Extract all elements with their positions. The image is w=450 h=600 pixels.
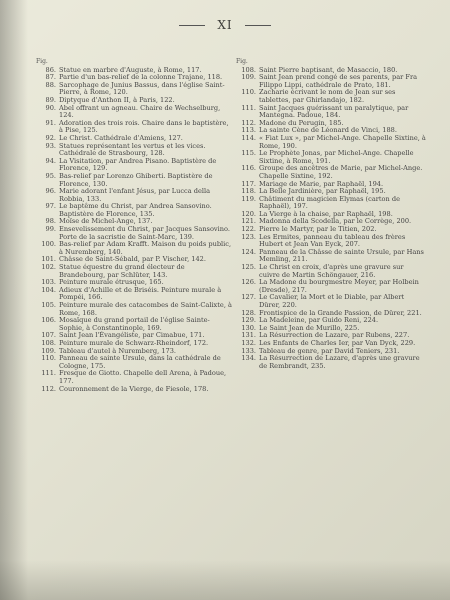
figure-number: 106. xyxy=(41,316,56,325)
figure-caption: Statue en marbre d'Auguste, à Rome, 117. xyxy=(59,65,202,74)
figure-caption: La Belle Jardinière, par Raphaël, 195. xyxy=(259,187,386,196)
list-item xyxy=(36,370,232,385)
figure-number: 86. xyxy=(45,65,56,74)
figure-number: 100. xyxy=(41,240,56,249)
figure-number: 99. xyxy=(45,225,56,234)
figure-caption: Saint Pierre baptisant, de Masaccio, 180. xyxy=(259,65,398,74)
left-column xyxy=(36,58,232,393)
list-item xyxy=(236,279,426,294)
figure-caption: Les Enfants de Charles Ier, par Van Dyck, 229. xyxy=(259,338,416,347)
figure-number: 88. xyxy=(45,80,56,89)
list-item xyxy=(36,302,232,317)
figure-number: 110. xyxy=(241,88,256,97)
figure-number: 121. xyxy=(241,217,256,226)
list-item xyxy=(36,82,232,97)
list-item xyxy=(236,165,426,180)
figure-caption: La sainte Cène de Léonard de Vinci, 188. xyxy=(259,126,397,135)
figure-caption: Madonna della Scodella, par le Corrège, 200. xyxy=(259,217,412,226)
figure-caption: Statue équestre du grand électeur de Brandebourg, par Schlüter, 143. xyxy=(59,263,185,279)
figure-number: 124. xyxy=(241,247,256,256)
figure-caption: La Résurrection de Lazare, par Rubens, 227. xyxy=(259,331,410,340)
figure-caption: Saint Jean l'Évangéliste, par Cimabue, 171. xyxy=(59,331,205,340)
list-item xyxy=(236,264,426,279)
figure-number: 117. xyxy=(241,179,256,188)
figure-caption: Le Prophète Jonas, par Michel-Ange. Chapelle Sixtine, à Rome, 191. xyxy=(259,149,414,165)
figure-number: 111. xyxy=(41,369,56,378)
figure-caption: Saint Jacques guérissant un paralytique, par Mantegna. Padoue, 184. xyxy=(259,103,409,120)
figure-number: 87. xyxy=(45,73,56,82)
list-item xyxy=(36,386,232,394)
figure-number: 109. xyxy=(41,346,56,355)
figure-number: 101. xyxy=(41,255,56,264)
figure-caption: Pierre le Martyr, par le Titien, 202. xyxy=(259,225,377,234)
figure-caption: Peinture murale étrusque, 165. xyxy=(59,278,164,287)
list-item xyxy=(36,226,232,241)
figure-caption: Panneau de la Châsse de sainte Ursule, par Hans Memling, 211. xyxy=(259,247,424,264)
figure-number: 108. xyxy=(241,65,256,74)
figure-number: 91. xyxy=(45,118,56,127)
figure-caption: Le Saint Jean de Murillo, 225. xyxy=(259,323,360,332)
page-header xyxy=(0,18,450,32)
figure-number: 120. xyxy=(241,209,256,218)
page-number: XI xyxy=(217,18,233,32)
figure-caption: Ensevelissement du Christ, par Jacques Sansovino. Porte de la sacristie de Saint-Marc, 139. xyxy=(59,225,230,241)
figure-caption: La Madeleine, par Guido Reni, 224. xyxy=(259,316,379,325)
figure-caption: Couronnement de la Vierge, de Fiesole, 178. xyxy=(59,384,209,393)
list-item xyxy=(36,143,232,158)
figure-caption: Châsse de Saint-Sébald, par P. Vischer, 142. xyxy=(59,255,206,264)
list-item xyxy=(236,249,426,264)
figure-caption: Adoration des trois rois. Chaire dans le baptistère, à Pise, 125. xyxy=(59,118,229,135)
figure-caption: Marie adorant l'enfant Jésus, par Lucca della Robbia, 133. xyxy=(59,187,211,203)
figure-caption: Mosaïque du grand portail de l'église Sainte-Sophie, à Constantinople, 169. xyxy=(59,316,210,332)
figure-number: 125. xyxy=(241,263,256,272)
figure-number: 93. xyxy=(45,141,56,150)
figure-caption: Peinture murale des catacombes de Saint-Calixte, à Rome, 168. xyxy=(59,301,232,317)
figure-caption: La Visitation, par Andrea Pisano. Baptistère de Florence, 129. xyxy=(59,156,217,173)
figure-caption: Les Ermites, panneau du tableau des frères Hubert et Jean Van Eyck, 207. xyxy=(259,232,406,249)
figure-caption: La Résurrection de Lazare, d'après une gravure de Rembrandt, 235. xyxy=(259,354,420,370)
figure-caption: Zacharie écrivant le nom de Jean sur ses tablettes, par Ghirlandajo, 182. xyxy=(259,88,396,104)
list-item xyxy=(36,264,232,279)
list-item xyxy=(236,294,426,309)
figure-number: 129. xyxy=(241,316,256,325)
figure-caption: Fresque de Giotto. Chapelle dell Arena, à Padoue, 177. xyxy=(59,369,227,385)
figure-number: 90. xyxy=(45,103,56,112)
column-heading: Fig. xyxy=(36,58,48,65)
figure-number: 111. xyxy=(241,103,256,112)
figure-caption: Diptyque d'Anthon II, à Paris, 122. xyxy=(59,95,175,104)
figure-caption: La Madone du bourgmestre Meyer, par Holbein (Dresde), 217. xyxy=(259,278,419,294)
figure-number: 89. xyxy=(45,95,56,104)
figure-number: 94. xyxy=(45,156,56,165)
figure-number: 118. xyxy=(241,187,256,196)
page-shadow-bottom xyxy=(0,560,450,600)
figure-number: 95. xyxy=(45,171,56,180)
header-rule-left xyxy=(179,25,205,26)
figure-number: 102. xyxy=(41,263,56,272)
figure-caption: Adieux d'Achille et de Briséis. Peinture murale à Pompéi, 166. xyxy=(59,285,222,302)
figure-number: 105. xyxy=(41,301,56,309)
figure-number: 123. xyxy=(241,232,256,241)
list-item xyxy=(236,196,426,211)
list-item xyxy=(36,173,232,188)
right-column xyxy=(236,58,426,370)
figure-number: 116. xyxy=(241,164,256,173)
header-rule-right xyxy=(245,25,271,26)
figure-caption: Partie d'un bas-relief de la colonne Trajane, 118. xyxy=(59,73,223,82)
figure-caption: Bas-relief par Lorenzo Ghiberti. Baptistère de Florence, 130. xyxy=(59,171,213,188)
figure-number: 108. xyxy=(41,338,56,347)
figure-number: 133. xyxy=(241,346,256,355)
figure-caption: Le Christ. Cathédrale d'Amiens, 127. xyxy=(59,133,183,142)
figure-caption: Sarcophage de Junius Bassus, dans l'église Saint-Pierre, à Rome, 120. xyxy=(59,80,225,97)
figure-number: 110. xyxy=(41,354,56,363)
page-shadow xyxy=(0,0,28,600)
figure-caption: Le Cavalier, la Mort et le Diable, par Albert Dürer, 220. xyxy=(259,293,405,309)
figure-number: 127. xyxy=(241,293,256,302)
figure-caption: « Fiat Lux », par Michel-Ange. Chapelle Sixtine, à Rome, 190. xyxy=(259,133,426,150)
figure-caption: Groupe des ancêtres de Marie, par Michel-Ange. Chapelle Sixtine, 192. xyxy=(259,164,423,180)
figure-caption: Moïse de Michel-Ange, 137. xyxy=(59,217,153,226)
figure-number: 104. xyxy=(41,285,56,294)
list-item xyxy=(36,188,232,203)
list-item xyxy=(36,203,232,218)
figure-number: 98. xyxy=(45,217,56,226)
figure-number: 130. xyxy=(241,323,256,332)
figure-number: 134. xyxy=(241,354,256,363)
list-item xyxy=(236,355,426,370)
figure-number: 114. xyxy=(241,133,256,142)
figure-caption: Châtiment du magicien Elymas (carton de Raphaël), 197. xyxy=(259,194,400,211)
figure-caption: Madone du Perugin, 185. xyxy=(259,118,344,127)
figure-number: 122. xyxy=(241,225,256,234)
figure-caption: Tableau de genre, par David Teniers, 231. xyxy=(259,346,400,355)
list-item xyxy=(36,241,232,256)
figure-caption: La Vierge à la chaise, par Raphaël, 198. xyxy=(259,209,393,218)
figure-number: 107. xyxy=(41,331,56,340)
figure-number: 126. xyxy=(241,278,256,287)
figure-caption: Frontispice de la Grande Passion, de Dürer, 221. xyxy=(259,308,422,317)
list-item xyxy=(236,234,426,249)
list-item xyxy=(236,74,426,89)
list-item xyxy=(236,135,426,150)
figure-number: 92. xyxy=(45,133,56,142)
figure-number: 109. xyxy=(241,73,256,82)
figure-number: 112. xyxy=(41,384,56,393)
figure-caption: Le baptême du Christ, par Andrea Sansovino. Baptistère de Florence, 135. xyxy=(59,202,212,218)
figure-caption: Peinture murale de Schwarz-Rheindorf, 172. xyxy=(59,338,209,347)
figure-caption: Mariage de Marie, par Raphaël, 194. xyxy=(259,179,384,188)
figure-caption: Bas-relief par Adam Krafft. Maison du poids public, à Nuremberg, 140. xyxy=(59,240,232,256)
list-item xyxy=(236,89,426,104)
figure-number: 113. xyxy=(241,126,256,135)
list-item xyxy=(36,287,232,302)
figure-caption: Abel offrant un agneau. Chaire de Wechselburg, 124. xyxy=(59,103,221,120)
figure-number: 97. xyxy=(45,202,56,211)
list-item xyxy=(36,120,232,135)
column-heading: Fig. xyxy=(236,58,248,65)
figure-caption: Tableau d'autel à Nuremberg, 173. xyxy=(59,346,177,355)
figure-number: 119. xyxy=(241,194,256,203)
figure-number: 131. xyxy=(241,331,256,340)
figure-number: 103. xyxy=(41,278,56,287)
list-item xyxy=(36,105,232,120)
figure-caption: Statues représentant les vertus et les vices. Cathédrale de Strasbourg, 128. xyxy=(59,141,206,158)
figure-number: 96. xyxy=(45,187,56,196)
list-item xyxy=(36,158,232,173)
figure-number: 112. xyxy=(241,118,256,127)
figure-caption: Saint Jean prend congé de ses parents, par Fra Filippo Lippi, cathédrale de Prato, 181. xyxy=(259,73,418,89)
figure-caption: Le Christ en croix, d'après une gravure sur cuivre de Martin Schöngauer, 216. xyxy=(259,263,404,279)
figure-number: 115. xyxy=(241,149,256,158)
figure-number: 128. xyxy=(241,308,256,317)
figure-number: 132. xyxy=(241,338,256,347)
list-item xyxy=(236,105,426,120)
figure-caption: Panneau de sainte Ursule, dans la cathédrale de Cologne, 175. xyxy=(59,354,221,370)
list-item xyxy=(236,150,426,165)
